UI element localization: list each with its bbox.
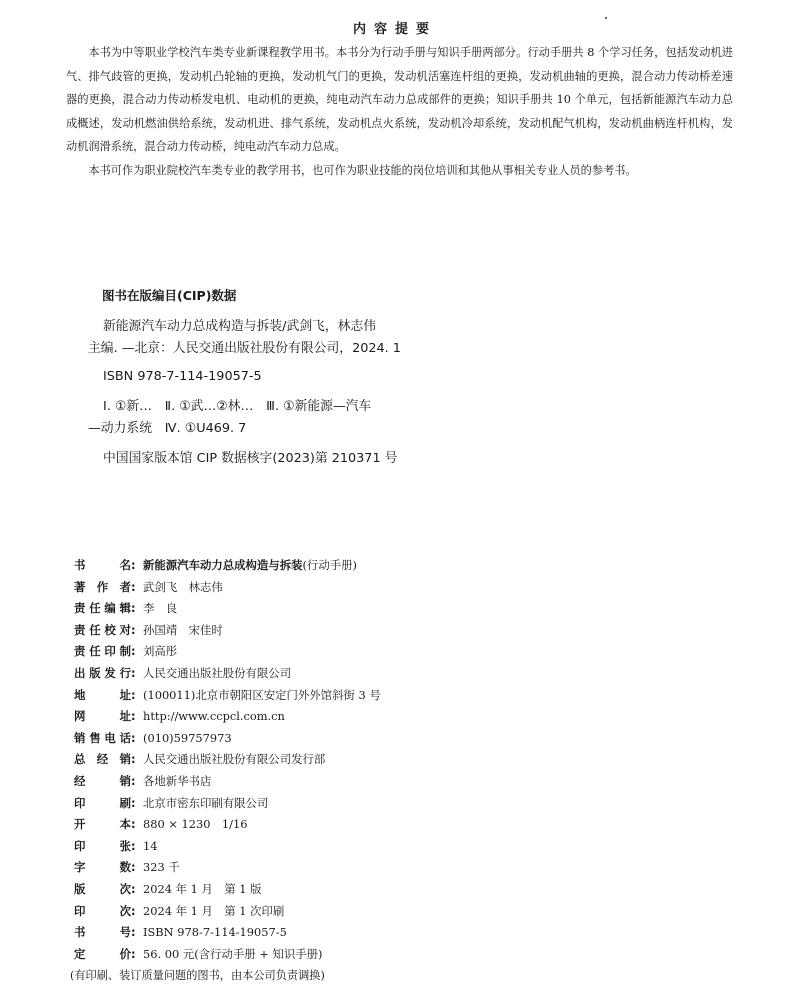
cip-record-number: 中国国家版本馆 CIP 数据核字(2023)第 210371 号 <box>103 451 398 466</box>
info-value: 2024 年 1 月 第 1 次印刷 <box>143 903 285 918</box>
website-link[interactable]: http://www.ccpcl.com.cn <box>143 709 285 724</box>
cip-block <box>88 316 418 470</box>
cip-classification-cont: —动力系统 Ⅳ. ①U469. 7 <box>88 421 247 436</box>
cip-classification: Ⅰ. ①新… Ⅱ. ①武…②林… Ⅲ. ①新能源—汽车 <box>103 399 372 414</box>
info-row: 地 址 : (100011)北京市朝阳区安定门外外馆斜街 3 号 <box>74 685 734 707</box>
info-row: 网 址 : http://www.ccpcl.com.cn <box>74 706 734 728</box>
page-title: 内容提要 <box>352 22 437 37</box>
info-value: 北京市密东印刷有限公司 <box>143 795 269 810</box>
abstract-paragraph: 本书可作为职业院校汽车类专业的教学用书，也可作为职业技能的岗位培训和其他从事相关专业人员的参考书。 <box>88 163 637 177</box>
cip-heading: 图书在版编目(CIP)数据 <box>102 288 237 303</box>
info-row: 印 次 : 2024 年 1 月 第 1 次印刷 <box>74 901 734 923</box>
info-label: 印 张 <box>74 838 131 853</box>
info-label: 责任编辑 <box>74 601 131 616</box>
info-label: 责任印制 <box>74 644 131 659</box>
info-value: 各地新华书店 <box>143 773 212 788</box>
info-label: 网 址 <box>74 709 131 724</box>
info-value: 323 千 <box>143 860 180 875</box>
info-label: 书 名 <box>74 558 131 572</box>
info-row: 销售电话 : (010)59757973 <box>74 728 734 750</box>
abstract-paragraph: 本书为中等职业学校汽车类专业新课程教学用书。本书分为行动手册与知识手册两部分。行动手册共 8 个学习任务，包括发动机进气、排气歧管的更换，发动机凸轮轴的更换，发动机气门的更换，发动机活塞连杆组的更换，发动机曲轴的更换，混合动力传动桥差速器的更换，混合动力传动桥发电机、电动机的更换，纯电动汽车动力总成部件的更换；知识手册共 10 个单元，包括新能源汽车动力总成概述，发动机燃油供给系统，发动机进、排气系统，发动机点火系统，发动机冷却系统，发动机配气机构，发动机曲柄连杆机构，发动机润滑系统，混合动力传动桥，纯电动汽车动力总成。 <box>66 46 733 154</box>
cip-publisher-line: 主编. —北京：人民交通出版社股份有限公司，2024. 1 <box>88 341 401 356</box>
info-row: 责任校对 : 孙国靖 宋佳时 <box>74 620 734 642</box>
info-value: (100011)北京市朝阳区安定门外外馆斜街 3 号 <box>143 687 381 702</box>
info-value: 李 良 <box>143 601 178 616</box>
info-value: 刘高彤 <box>143 644 178 659</box>
info-row: 字 数 : 323 千 <box>74 857 734 879</box>
info-label: 地 址 <box>74 687 131 702</box>
info-value: 2024 年 1 月 第 1 版 <box>143 881 262 896</box>
cip-title-line: 新能源汽车动力总成构造与拆装/武剑飞，林志伟 <box>103 319 377 334</box>
info-label: 定 价 <box>74 946 131 961</box>
info-label: 著 作 者 <box>74 579 131 594</box>
info-label: 字 数 <box>74 860 131 875</box>
info-label: 经 销 <box>74 773 131 788</box>
info-label: 版 次 <box>74 881 131 896</box>
info-row: 开 本 : 880 × 1230 1/16 <box>74 814 734 836</box>
info-row: 印 刷 : 北京市密东印刷有限公司 <box>74 793 734 815</box>
info-value: 人民交通出版社股份有限公司 <box>143 665 292 680</box>
decorative-dot <box>605 17 607 19</box>
info-label: 出版发行 <box>74 665 131 680</box>
info-label: 印 次 <box>74 903 131 918</box>
info-row: 著 作 者 : 武剑飞 林志伟 <box>74 577 734 599</box>
info-row: 责任编辑 : 李 良 <box>74 598 734 620</box>
info-row: 总 经 销 : 人民交通出版社股份有限公司发行部 <box>74 749 734 771</box>
book-title: 新能源汽车动力总成构造与拆装 <box>143 558 303 572</box>
info-label: 销售电话 <box>74 730 131 745</box>
info-row: 经 销 : 各地新华书店 <box>74 771 734 793</box>
info-row: 定 价 : 56. 00 元(含行动手册 + 知识手册) <box>74 944 734 966</box>
info-row: 书 号 : ISBN 978-7-114-19057-5 <box>74 922 734 944</box>
info-label: 总 经 销 <box>74 752 131 767</box>
info-row: 版 次 : 2024 年 1 月 第 1 版 <box>74 879 734 901</box>
info-row: 责任印制 : 刘高彤 <box>74 641 734 663</box>
info-row: 印 张 : 14 <box>74 836 734 858</box>
info-value: 孙国靖 宋佳时 <box>143 622 223 637</box>
info-value: 武剑飞 林志伟 <box>143 579 223 594</box>
info-label: 书 号 <box>74 925 131 940</box>
info-label: 印 刷 <box>74 795 131 810</box>
info-row: 出版发行 : 人民交通出版社股份有限公司 <box>74 663 734 685</box>
info-label: 责任校对 <box>74 622 131 637</box>
info-value: ISBN 978-7-114-19057-5 <box>143 925 287 940</box>
publication-info <box>70 555 734 987</box>
info-value: 14 <box>143 838 158 853</box>
abstract-section <box>66 41 733 183</box>
info-row-title: 书 名 : 新能源汽车动力总成构造与拆装 (行动手册) <box>74 555 734 577</box>
info-value: 880 × 1230 1/16 <box>143 817 248 832</box>
info-value: (010)59757973 <box>143 730 232 745</box>
info-value: 56. 00 元(含行动手册 + 知识手册) <box>143 946 323 961</box>
info-value: 人民交通出版社股份有限公司发行部 <box>143 752 326 767</box>
info-label: 开 本 <box>74 817 131 832</box>
cip-isbn: ISBN 978-7-114-19057-5 <box>103 369 262 384</box>
quality-note: (有印刷、装订质量问题的图书，由本公司负责调换) <box>70 969 325 983</box>
book-subtitle: (行动手册) <box>302 558 357 572</box>
